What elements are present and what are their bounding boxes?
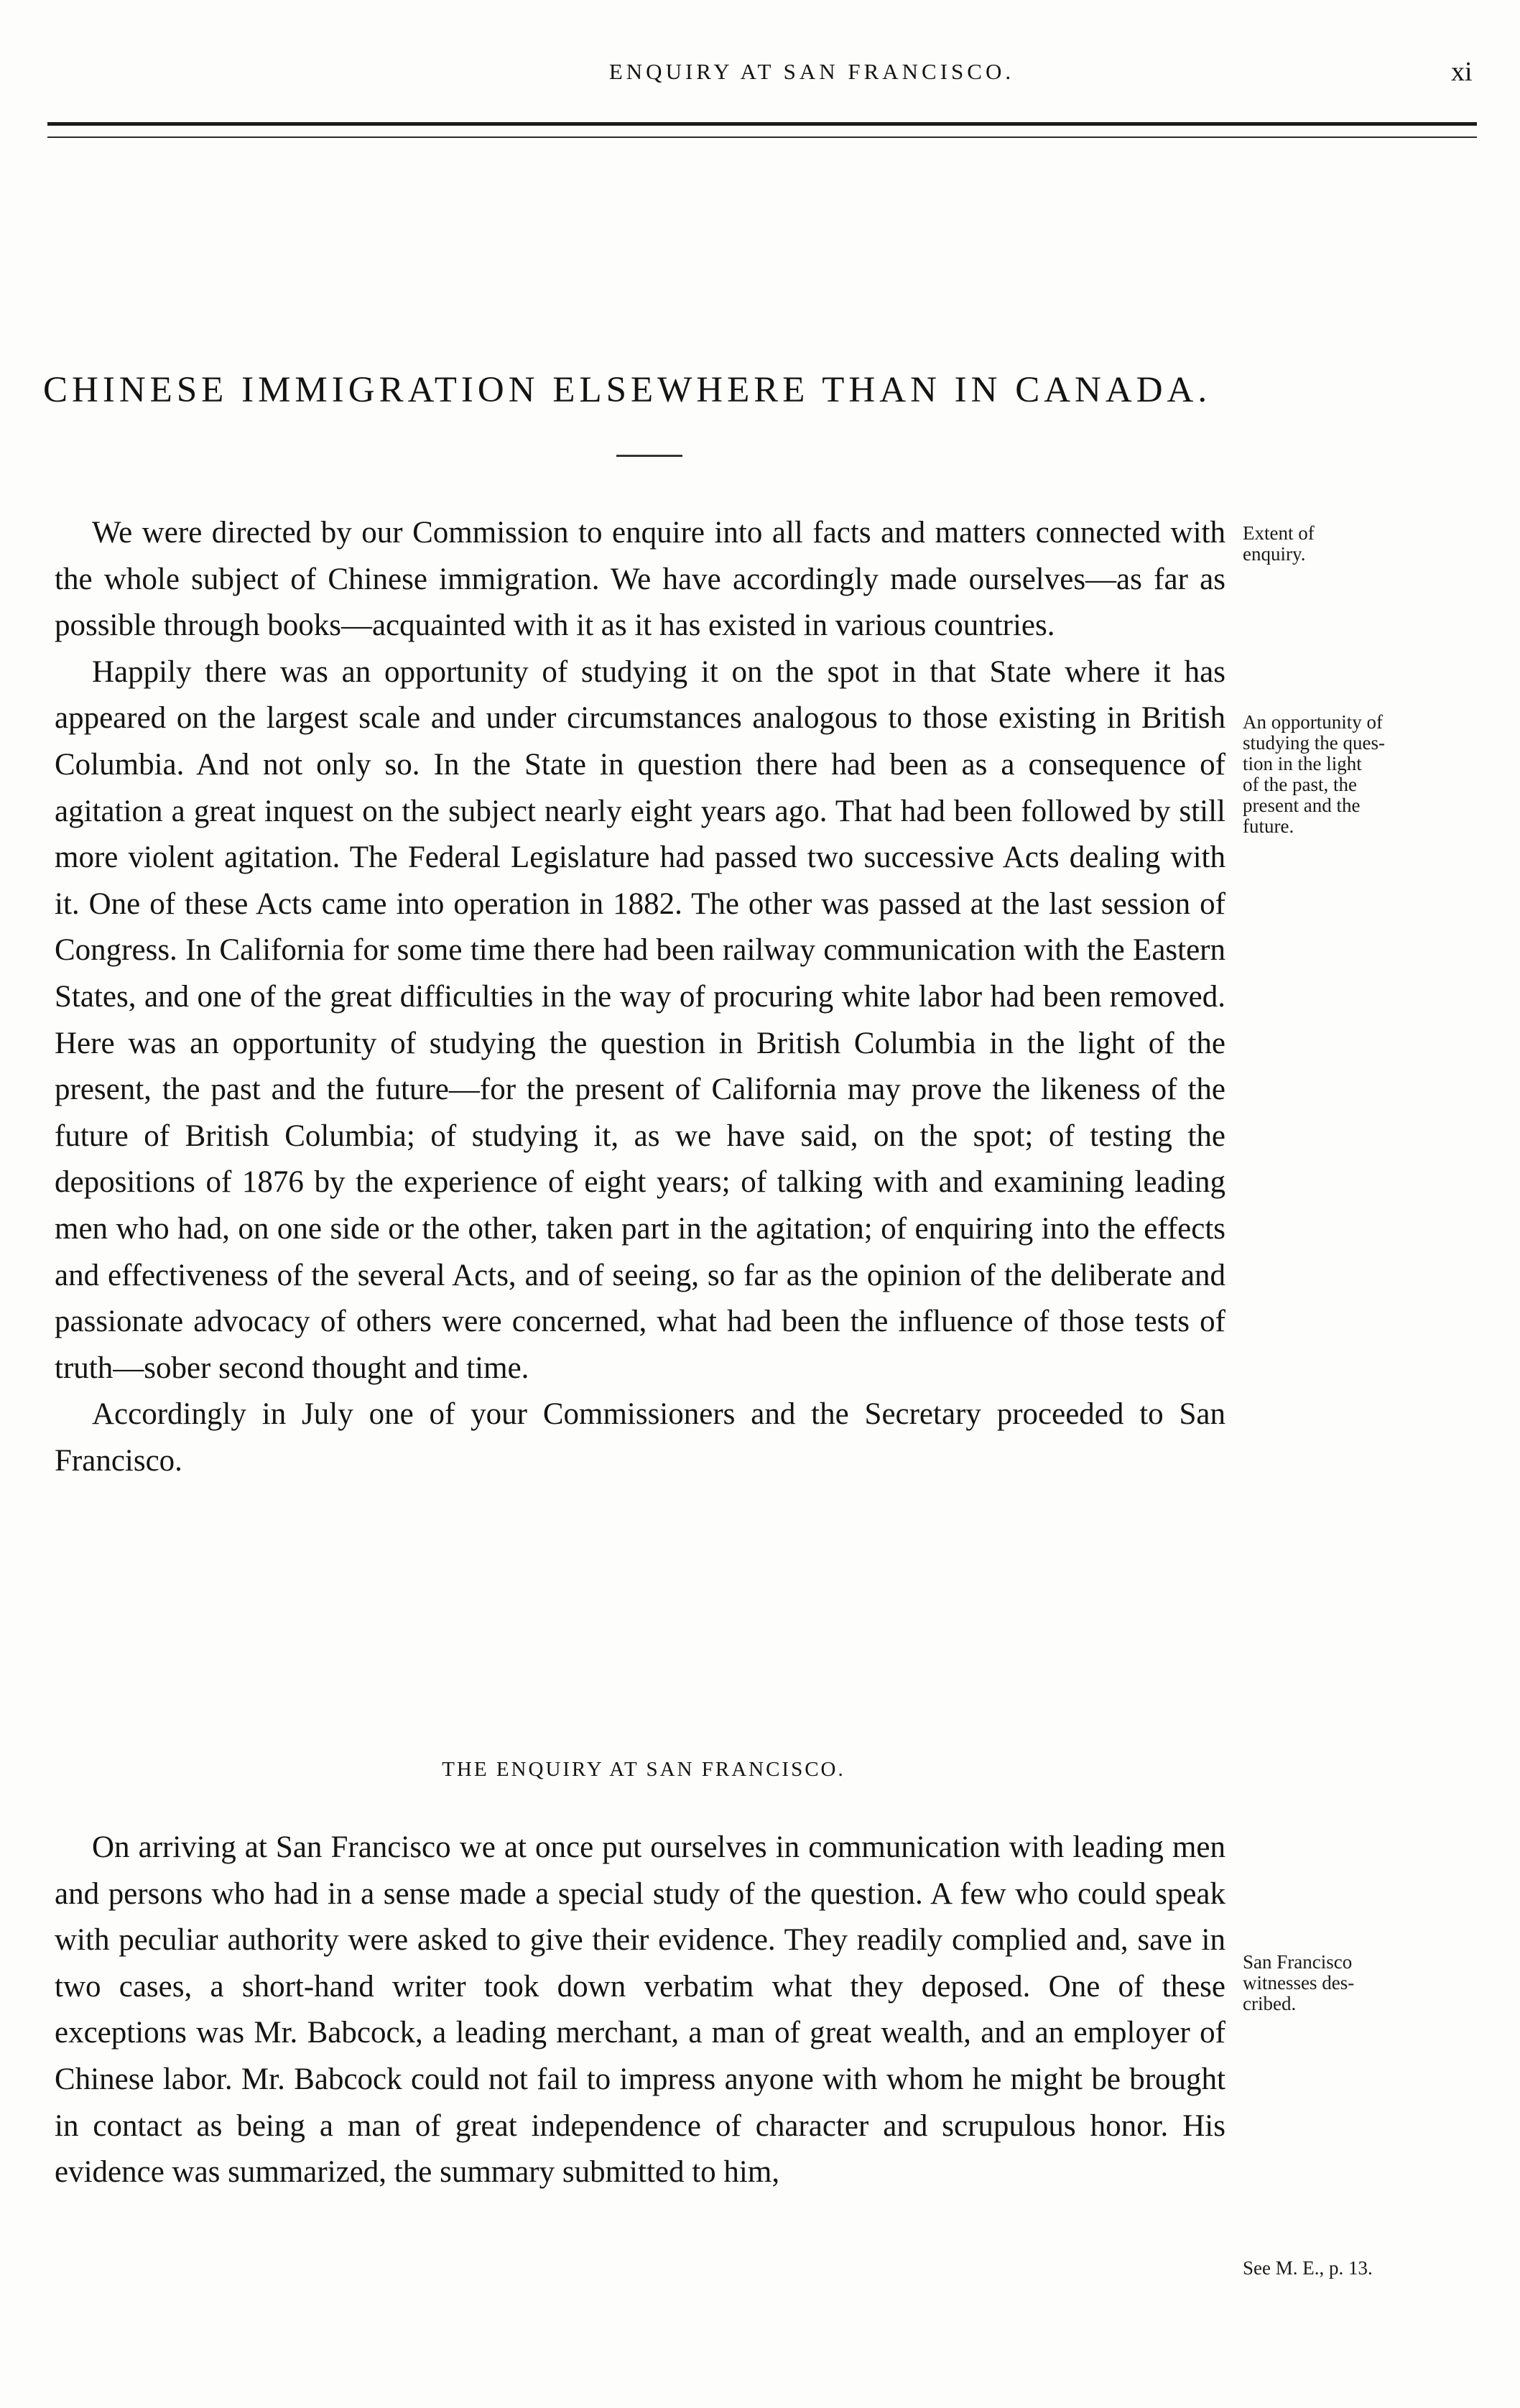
margin-note-line: witnesses des-	[1243, 1972, 1355, 1993]
running-title: ENQUIRY AT SAN FRANCISCO.	[608, 59, 1015, 84]
margin-note-witnesses	[1243, 1952, 1465, 2014]
paragraph-opportunity: Happily there was an opportunity of studying it on the spot in that State where it has appeared on the largest scale and under circumstances analogous to those existing in British Columbia. And not only so. In the State in question there had been as a consequence of agitation a great inquest on the subject nearly eight years ago. That had been followed by still more violent agitation. The Federal Legislature had passed two successive Acts dealing with it. One of these Acts came into operation in 1882. The other was passed at the last session of Congress. In California for some time there had been railway communication with the Eastern States, and one of the great difficulties in the way of procuring white labor had been removed. Here was an opportunity of studying the question in British Columbia in the light of the present, the past and the future—for the present of California may prove the likeness of the future of British Columbia; of studying it, as we have said, on the spot; of testing the depositions of 1876 by the experience of eight years; of talking with and examining leading men who had, on one side or the other, taken part in the agitation; of enquiring into the effects and effectiveness of the several Acts, and of seeing, so far as the opinion of the deliberate and passionate advocacy of others were concerned, what had been the influence of those tests of truth—sober second thought and time.	[55, 654, 1225, 1385]
heading-divider	[616, 455, 682, 457]
body-text-enquiry	[55, 1825, 1225, 2196]
running-head	[0, 52, 1520, 95]
margin-note-line: enquiry.	[1243, 543, 1306, 565]
margin-note-extent	[1243, 523, 1401, 565]
margin-note-line: present and the	[1243, 795, 1361, 816]
margin-note-line: See M. E., p. 13.	[1243, 2257, 1373, 2279]
section-heading: CHINESE IMMIGRATION ELSEWHERE THAN IN CANADA.	[43, 370, 1212, 410]
header-rule-thin	[47, 136, 1477, 138]
page-number: xi	[1451, 57, 1473, 87]
paragraph-commission: We were directed by our Commission to enquire into all facts and matters connected with the whole subject of Chinese immigration. We have accordingly made ourselves—as far as possible through books—acquainted with it as it has existed in various countries.	[55, 516, 1225, 643]
margin-note-opportunity	[1243, 712, 1516, 837]
margin-note-line: tion in the light	[1243, 753, 1362, 774]
body-text-main	[55, 510, 1225, 1484]
subheading: THE ENQUIRY AT SAN FRANCISCO.	[442, 1758, 845, 1781]
paragraph-enquiry: On arriving at San Francisco we at once put ourselves in communication with leading men and persons who had in a sense made a special study of the question. A few who could speak with peculiar authority were asked to give their evidence. They readily complied and, save in two cases, a short-hand writer took down verbatim what they deposed. One of these exceptions was Mr. Babcock, a leading merchant, a man of great wealth, and an employer of Chinese labor. Mr. Babcock could not fail to impress anyone with whom he might be brought in contact as being a man of great independence of character and scrupulous honor. His evidence was summarized, the summary submitted to him,	[55, 1830, 1225, 2190]
margin-note-line: San Francisco	[1243, 1951, 1353, 1973]
margin-note-line: future.	[1243, 815, 1294, 837]
margin-note-line: of the past, the	[1243, 774, 1357, 795]
margin-note-line: studying the ques-	[1243, 732, 1385, 754]
paragraph-proceeded: Accordingly in July one of your Commissioners and the Secretary proceeded to San Francisco.	[55, 1397, 1225, 1478]
margin-note-line: Extent of	[1243, 522, 1315, 544]
margin-note-reference	[1243, 2258, 1465, 2279]
margin-note-line: cribed.	[1243, 1993, 1297, 2014]
header-rule-thick	[47, 122, 1477, 126]
margin-note-line: An opportunity of	[1243, 711, 1383, 733]
